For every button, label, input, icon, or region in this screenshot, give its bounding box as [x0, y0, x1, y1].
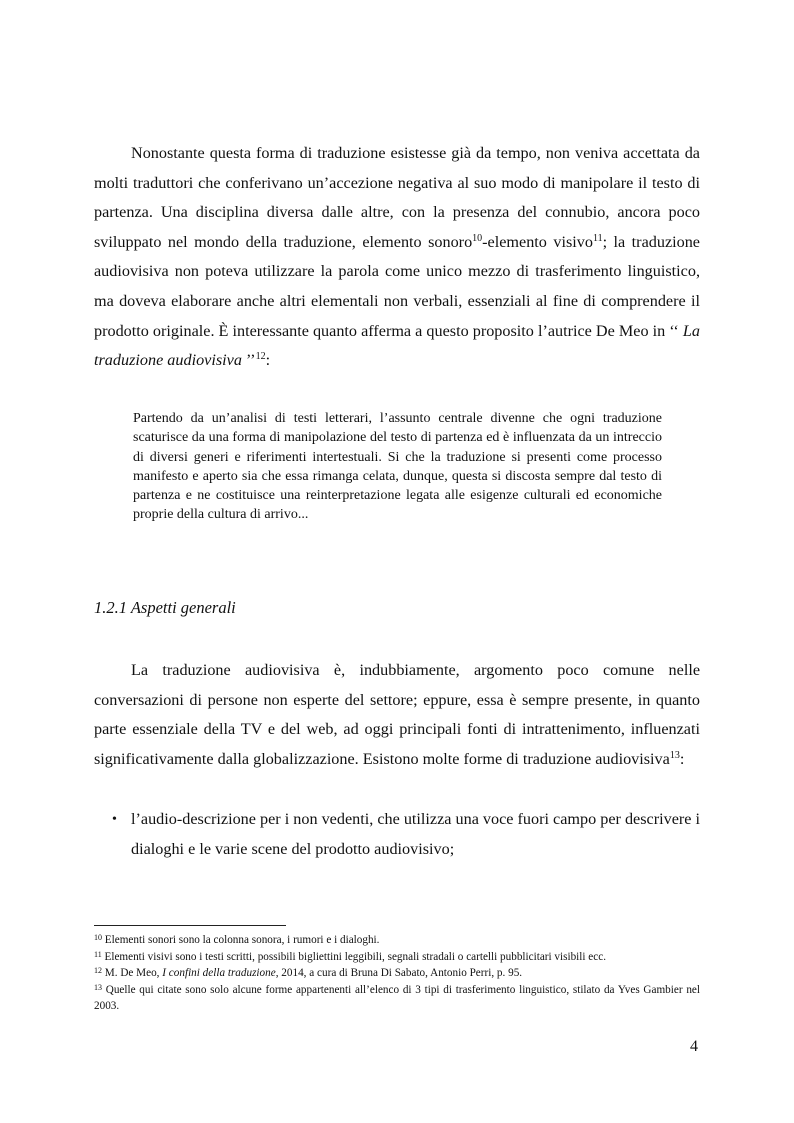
footnote-text: Elementi sonori sono la colonna sonora, i rumori e i dialoghi. — [102, 934, 380, 946]
footnote-text: Elementi visivi sono i testi scritti, possibili bigliettini leggibili, segnali stradali o cartelli pubblicitari visibili ecc. — [101, 950, 606, 963]
footnote-text: , 2014, a cura di Bruna Di Sabato, Antonio Perri, p. 95. — [275, 967, 523, 980]
footnote-ref-10[interactable]: 10 — [472, 232, 483, 244]
footnote-book-title: I confini della traduzione — [162, 967, 276, 980]
footnote-11 — [94, 949, 700, 966]
body-paragraph-2 — [94, 656, 700, 774]
footnote-ref-12[interactable]: 12 — [255, 351, 266, 363]
section-heading: 1.2.1 Aspetti generali — [94, 598, 236, 617]
paragraph-text: -elemento visivo — [482, 232, 593, 251]
footnotes — [94, 932, 700, 1015]
paragraph-text: ; la traduzione audiovisiva non poteva utilizzare la parola come unico mezzo di trasferimento linguistico, ma doveva elaborare anche altri elementali non verbali, essenziali al fine di comprendere il prodotto originale. È interessante quanto afferma a questo proposito l’autrice De Meo in ‘‘ — [94, 232, 700, 340]
bullet-icon: • — [112, 812, 117, 827]
list-item — [94, 805, 700, 864]
footnote-12 — [94, 965, 700, 982]
body-paragraph-1 — [94, 139, 700, 376]
paragraph-text: : — [265, 351, 271, 370]
footnote-13 — [94, 982, 700, 1015]
paragraph-text: La traduzione audiovisiva è, indubbiamente, argomento poco comune nelle conversazioni di persone non esperte del settore; eppure, essa è sempre presente, in quanto parte essenziale della TV e del web, ad oggi principali fonti di intrattenimento, influenzati significativamente dalla globalizzazione. Esistono molte forme di traduzione audiovisiva — [94, 661, 700, 768]
footnote-ref-11[interactable]: 11 — [592, 232, 603, 244]
footnote-number: 11 — [94, 949, 102, 959]
bullet-list — [94, 805, 700, 864]
footnote-ref-13[interactable]: 13 — [669, 749, 680, 761]
footnote-number: 13 — [94, 982, 102, 992]
paragraph-text: ’’ — [241, 351, 256, 370]
list-item-text: l’audio-descrizione per i non vedenti, che utilizza una voce fuori campo per descrivere i dialoghi e le varie scene del prodotto audiovisivo; — [131, 810, 701, 858]
footnote-text: Quelle qui citate sono solo alcune forme appartenenti all’elenco di 3 tipi di trasferimento linguistico, stilato da Yves Gambier nel 2003. — [94, 983, 700, 1013]
block-quote: Partendo da un’analisi di testi letterari, l’assunto centrale divenne che ogni traduzione scaturisce da una forma di manipolazione del testo di partenza ed è influenzata da un intreccio di diversi generi e riferimenti intertestuali. Si che la traduzione si presenti come processo manifesto e aperto sia che essa rimanga celata, dunque, questa si discosta sempre dal testo di partenza e ne costituisce una reinterpretazione legata alle esigenze culturali ed economiche proprie della cultura di arrivo... — [133, 411, 662, 523]
page-number: 4 — [690, 1038, 698, 1055]
footnote-text: M. De Meo, — [102, 967, 163, 980]
footnote-number: 12 — [94, 966, 102, 976]
book-title: La traduzione audiovisiva — [94, 321, 700, 370]
footnote-separator — [94, 925, 286, 926]
footnote-10 — [94, 932, 700, 949]
paragraph-text: Nonostante questa forma di traduzione esistesse già da tempo, non veniva accettata da molti traduttori che conferivano un’accezione negativa al suo modo di manipolare il testo di partenza. Una disciplina diversa dalle altre, con la presenza del connubio, ancora poco sviluppato nel mondo della traduzione, elemento sonoro — [94, 144, 700, 251]
paragraph-text: : — [679, 749, 685, 768]
footnote-number: 10 — [94, 933, 102, 942]
